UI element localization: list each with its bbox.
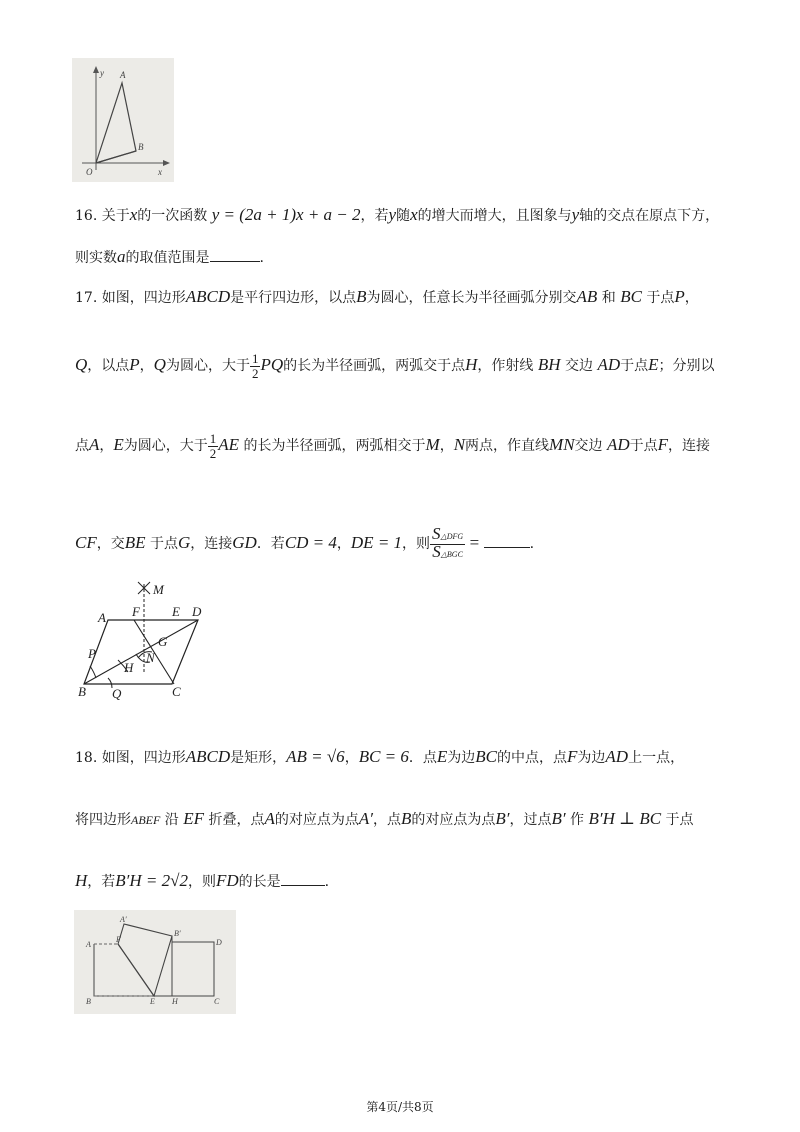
answer-blank	[210, 247, 260, 262]
coordinate-figure	[72, 58, 174, 182]
fig17-label-m: M	[153, 582, 164, 597]
q18-number: 18.	[75, 750, 98, 766]
q16-line-2: 则实数a的取值范围是 .	[75, 247, 264, 266]
fig15-label-x: x	[158, 167, 162, 177]
q17-line-3: 点A，E为圆心，大于 $\frac{1}{2}$ AE 的长为半径画弧，两弧相交于M，N两点，作直线MN交边 AD于点F，连接	[75, 430, 711, 461]
area-ratio: $\frac{\text{S△DFG}}{\text{S△BGC}}$	[432, 523, 464, 561]
fig18-label-h: H	[172, 997, 178, 1006]
fig18-label-e: E	[150, 997, 155, 1006]
fig17-label-q: Q	[112, 686, 122, 700]
fraction-half: $\frac{1}{2}$	[251, 350, 259, 381]
answer-blank	[281, 871, 325, 886]
fig15-label-a: A	[120, 70, 126, 80]
q16-formula: y = (2a + 1)x + a − 2	[211, 205, 361, 224]
fig15-label-b: B	[138, 142, 144, 152]
fig18-label-a-prime: A′	[120, 915, 127, 924]
q16-number: 16.	[75, 208, 98, 224]
parallelogram-figure	[78, 578, 218, 700]
folded-rectangle-figure	[74, 910, 236, 1014]
fig15-label-o: O	[86, 167, 93, 177]
fig18-label-c: C	[214, 997, 220, 1006]
q18-line-3: H，若B′H = 2√2，则FD的长是 .	[75, 871, 330, 890]
fig18-label-a: A	[86, 940, 91, 949]
q16-line-1: 16. 关于x的一次函数 y = (2a + 1)x + a − 2，若y随x的增大而增大，且图象与y轴的交点在原点下方，	[75, 205, 720, 224]
fig17-label-n: N	[146, 650, 155, 665]
page-footer: 第4页/共8页	[366, 1100, 434, 1114]
fig17-label-c: C	[172, 684, 181, 699]
fig18-label-b-prime: B′	[174, 929, 181, 938]
q18-line-1: 18. 如图，四边形ABCD是矩形，AB = √6，BC = 6．点E为边BC的中点，点F为边AD上一点，	[75, 747, 685, 766]
answer-blank	[484, 533, 530, 548]
fraction-half: $\frac{1}{2}$	[209, 430, 217, 461]
fig17-label-p: P	[88, 646, 96, 661]
q17-number: 17.	[75, 290, 98, 306]
fig18-label-b: B	[86, 997, 91, 1006]
q18-line-2: 将四边形ABEF 沿 EF 折叠，点A的对应点为点A′，点B的对应点为点B′，过点B′ 作 B′H ⊥ BC 于点	[75, 809, 694, 828]
fig15-label-y: y	[100, 68, 104, 78]
fig17-label-a: A	[98, 610, 106, 625]
fig17-label-h: H	[124, 660, 134, 675]
fig17-label-g: G	[158, 634, 168, 649]
q17-line-4: CF，交BE 于点G，连接GD．若CD = 4，DE = 1，则 $\frac{\text{S△DFG}}{\text{S△BGC}}$ = .	[75, 523, 535, 561]
fig17-label-d: D	[192, 604, 202, 619]
fig18-label-f: F	[116, 935, 121, 944]
fig18-label-d: D	[216, 938, 222, 947]
fig17-label-b: B	[78, 684, 86, 699]
q17-line-1: 17. 如图，四边形ABCD是平行四边形，以点B为圆心，任意长为半径画弧分别交AB 和 BC 于点P，	[75, 287, 699, 306]
q17-line-2: Q，以点P，Q为圆心，大于 $\frac{1}{2}$ PQ的长为半径画弧，两弧交于点H，作射线 BH 交边 AD于点E；分别以	[75, 350, 715, 381]
fig17-label-f: F	[132, 604, 140, 619]
fig17-label-e: E	[172, 604, 180, 619]
